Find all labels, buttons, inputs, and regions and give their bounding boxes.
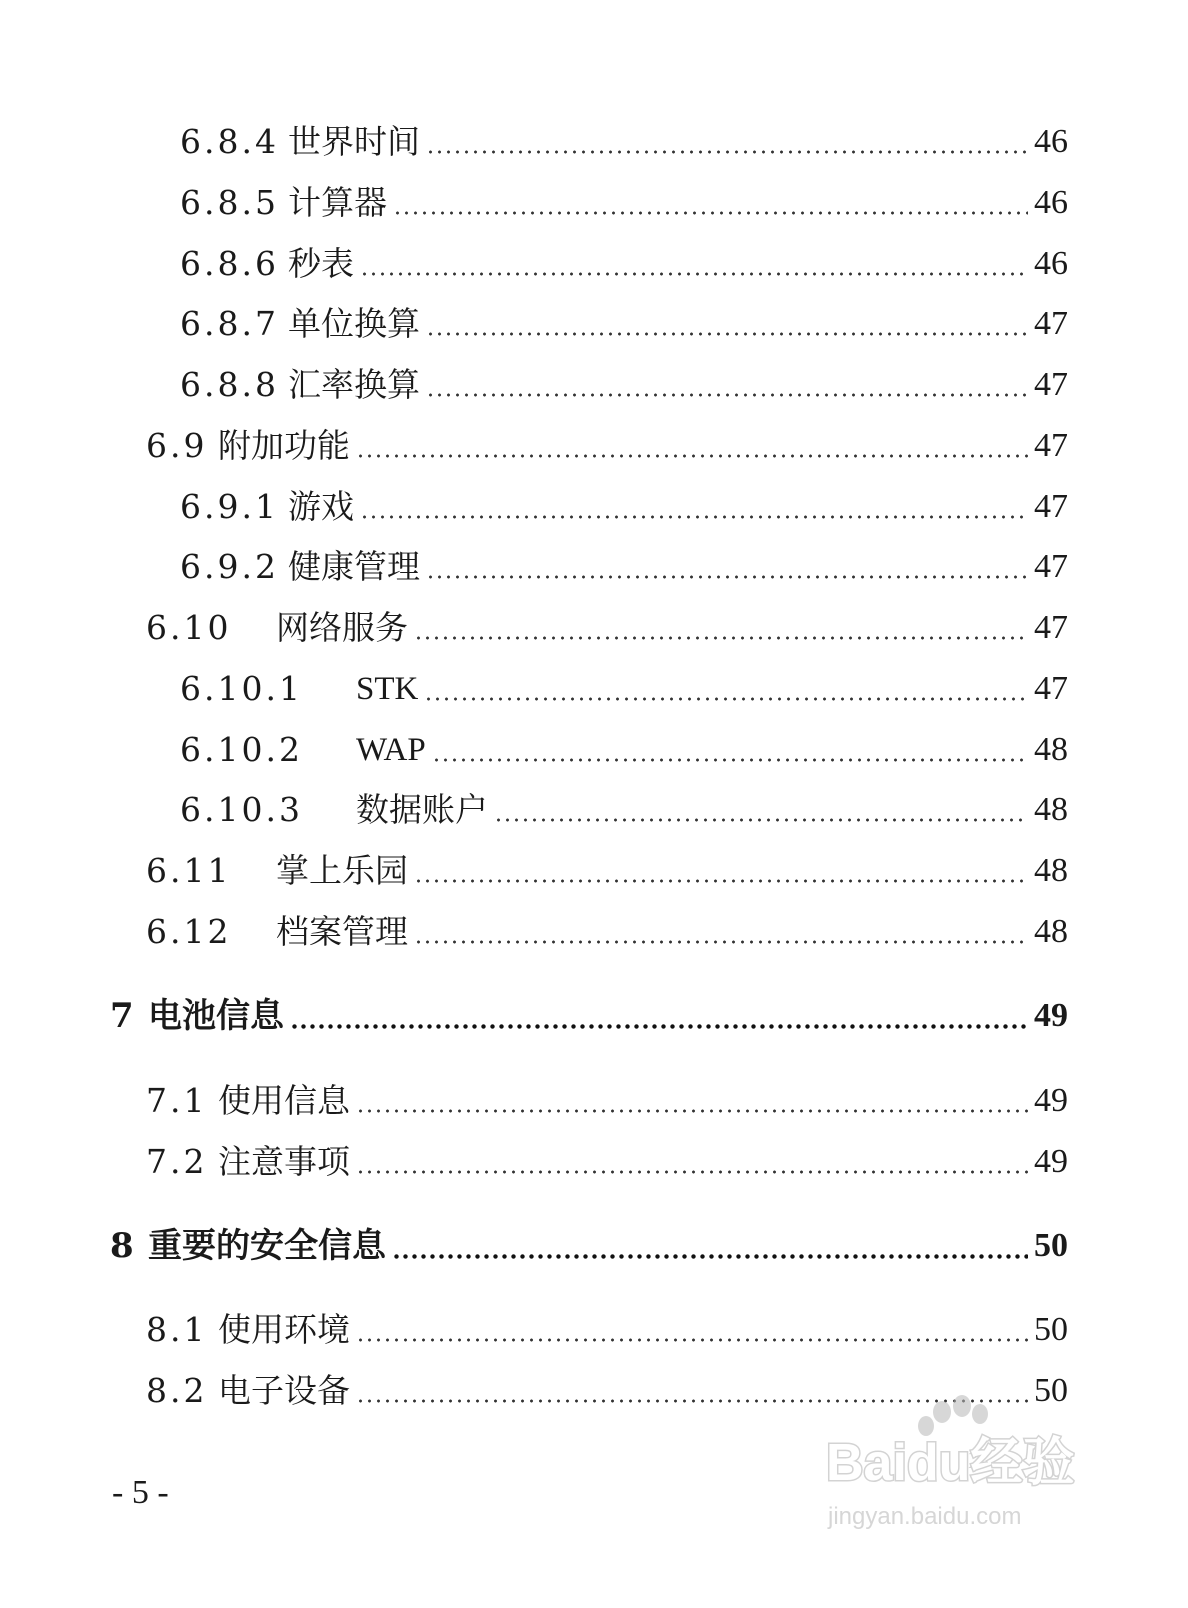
- chapter-title: 重要的安全信息: [148, 1226, 386, 1266]
- dot-leader: [424, 697, 1028, 701]
- section-title: 掌上乐园: [276, 851, 408, 890]
- toc-entry[interactable]: [180, 242, 1068, 286]
- section-title: 数据账户: [356, 790, 488, 829]
- dot-leader: [392, 1254, 1028, 1259]
- dot-leader: [414, 940, 1028, 944]
- page-number: 46: [1034, 123, 1068, 160]
- page-number: 48: [1034, 913, 1068, 950]
- section-number: 8.2: [146, 1371, 208, 1410]
- section-number: 6.9.2: [180, 547, 279, 586]
- toc-entry[interactable]: [146, 910, 1068, 954]
- section-number: 6.10.3: [180, 790, 303, 829]
- section-number: 6.12: [146, 912, 232, 951]
- section-title: 单位换算: [288, 304, 420, 343]
- section-title: 汇率换算: [288, 365, 420, 404]
- section-title: 计算器: [288, 183, 387, 222]
- page-number: 48: [1034, 731, 1068, 768]
- section-title: 档案管理: [276, 912, 408, 951]
- section-number: 6.8.4: [180, 122, 279, 161]
- page-number: 46: [1034, 184, 1068, 221]
- page-number: 49: [1034, 997, 1068, 1034]
- dot-leader: [393, 211, 1028, 215]
- page-number: 48: [1034, 791, 1068, 828]
- dot-leader: [426, 150, 1028, 154]
- chapter-title: 电池信息: [148, 996, 284, 1036]
- page-number: 47: [1034, 366, 1068, 403]
- page-number: 49: [1034, 1143, 1068, 1180]
- chapter-number: 7: [110, 996, 137, 1036]
- toc-entry[interactable]: [146, 606, 1068, 650]
- dot-leader: [360, 272, 1028, 276]
- watermark-brand: Baidu经验: [826, 1434, 1075, 1492]
- footer-page-number: - 5 -: [112, 1474, 169, 1511]
- section-number: 7.1: [146, 1081, 208, 1120]
- dot-leader: [426, 575, 1028, 579]
- dot-leader: [432, 758, 1028, 762]
- section-number: 8.1: [146, 1310, 208, 1349]
- toc-entry[interactable]: [180, 545, 1068, 589]
- toc-chapter-entry[interactable]: [110, 1224, 1068, 1268]
- page-number: 47: [1034, 609, 1068, 646]
- section-title: STK: [356, 671, 419, 707]
- toc-entry[interactable]: [180, 485, 1068, 529]
- section-number: 6.10: [146, 608, 232, 647]
- page-number: 50: [1034, 1372, 1068, 1409]
- section-number: 6.11: [146, 851, 232, 890]
- dot-leader: [356, 1338, 1028, 1342]
- toc-entry[interactable]: [180, 728, 1068, 772]
- section-title: 使用信息: [218, 1081, 350, 1120]
- section-number: 6.8.6: [180, 244, 279, 283]
- section-number: 6.8.7: [180, 304, 279, 343]
- dot-leader: [290, 1024, 1028, 1029]
- toc-entry[interactable]: [180, 667, 1068, 711]
- page-number: 50: [1034, 1227, 1068, 1264]
- toc-entry[interactable]: [146, 1308, 1068, 1352]
- section-title: 世界时间: [288, 122, 420, 161]
- section-number: 6.10.1: [180, 669, 303, 708]
- toc-entry[interactable]: [146, 1140, 1068, 1184]
- page-number: 47: [1034, 488, 1068, 525]
- page-number: 46: [1034, 245, 1068, 282]
- dot-leader: [426, 393, 1028, 397]
- dot-leader: [414, 879, 1028, 883]
- dot-leader: [414, 636, 1028, 640]
- section-number: 6.8.8: [180, 365, 279, 404]
- chapter-number: 8: [110, 1226, 137, 1266]
- toc-entry[interactable]: [180, 363, 1068, 407]
- dot-leader: [426, 332, 1028, 336]
- dot-leader: [356, 1170, 1028, 1174]
- page-number: 47: [1034, 548, 1068, 585]
- page-number: 50: [1034, 1311, 1068, 1348]
- section-title: 秒表: [288, 244, 354, 283]
- section-title: 游戏: [288, 487, 354, 526]
- section-title: WAP: [356, 732, 426, 768]
- page-number: 48: [1034, 852, 1068, 889]
- section-number: 6.8.5: [180, 183, 279, 222]
- section-title: 注意事项: [218, 1142, 350, 1181]
- watermark-url: jingyan.baidu.com: [828, 1503, 1022, 1530]
- page-number: 47: [1034, 670, 1068, 707]
- section-title: 电子设备: [218, 1371, 350, 1410]
- section-number: 7.2: [146, 1142, 208, 1181]
- toc-entry[interactable]: [180, 181, 1068, 225]
- paw-logo-icon: [918, 1395, 988, 1436]
- page-number: 49: [1034, 1082, 1068, 1119]
- section-number: 6.10.2: [180, 730, 303, 769]
- section-title: 健康管理: [288, 547, 420, 586]
- section-number: 6.9: [146, 426, 208, 465]
- toc-entry[interactable]: [146, 849, 1068, 893]
- section-title: 附加功能: [218, 426, 350, 465]
- section-number: 6.9.1: [180, 487, 279, 526]
- toc-entry[interactable]: [146, 424, 1068, 468]
- page-number: 47: [1034, 305, 1068, 342]
- section-title: 使用环境: [218, 1310, 350, 1349]
- toc-chapter-entry[interactable]: [110, 994, 1068, 1038]
- dot-leader: [494, 818, 1028, 822]
- baidu-jingyan-watermark: [822, 1392, 1092, 1542]
- toc-entry[interactable]: [180, 120, 1068, 164]
- section-title: 网络服务: [276, 608, 408, 647]
- dot-leader: [356, 454, 1028, 458]
- page-number: 47: [1034, 427, 1068, 464]
- toc-entry[interactable]: [180, 788, 1068, 832]
- toc-entry[interactable]: [146, 1079, 1068, 1123]
- dot-leader: [360, 515, 1028, 519]
- toc-entry[interactable]: [180, 302, 1068, 346]
- dot-leader: [356, 1109, 1028, 1113]
